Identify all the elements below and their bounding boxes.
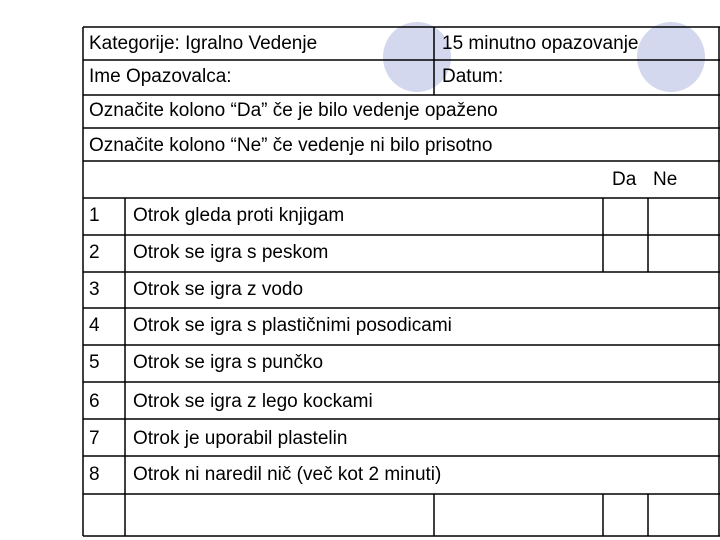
row-number: 1	[89, 205, 100, 226]
behavior-item: Otrok se igra z lego kockami	[133, 391, 373, 412]
behavior-item: Otrok gleda proti knjigam	[133, 205, 345, 226]
behavior-item: Otrok je uporabil plastelin	[133, 428, 348, 449]
category-label: Kategorije: Igralno Vedenje	[89, 33, 318, 54]
row-number: 6	[89, 391, 100, 412]
row-number: 2	[89, 242, 100, 263]
column-header-da: Da	[612, 169, 637, 190]
behavior-item: Otrok se igra z vodo	[133, 279, 304, 300]
row-number: 5	[89, 352, 100, 373]
row-number: 8	[89, 464, 100, 485]
instruction-da: Označite kolono “Da” če je bilo vedenje opaženo	[89, 100, 498, 121]
observer-name-field[interactable]: Ime Opazovalca:	[89, 66, 232, 87]
row-number: 7	[89, 428, 100, 449]
row-number: 3	[89, 279, 100, 300]
instruction-ne: Označite kolono “Ne” če vedenje ni bilo prisotno	[89, 135, 493, 156]
behavior-item: Otrok se igra s punčko	[133, 352, 324, 373]
row-number: 4	[89, 315, 100, 336]
behavior-item: Otrok se igra s peskom	[133, 242, 329, 263]
column-header-ne: Ne	[653, 169, 678, 190]
duration-label: 15 minutno opazovanje	[442, 33, 639, 54]
behavior-item: Otrok ni naredil nič (več kot 2 minuti)	[133, 464, 442, 485]
behavior-item: Otrok se igra s plastičnimi posodicami	[133, 315, 452, 336]
date-field[interactable]: Datum:	[442, 66, 504, 87]
